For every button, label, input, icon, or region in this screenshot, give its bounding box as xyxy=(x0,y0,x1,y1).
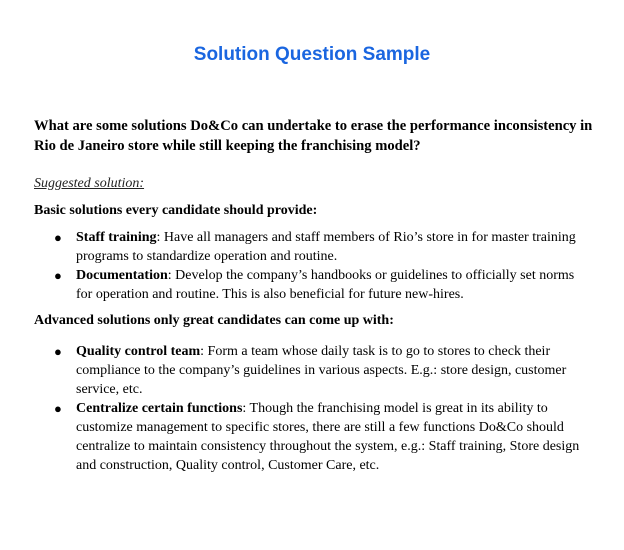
suggested-solution-label: Suggested solution: xyxy=(34,176,145,191)
list-item-centralize-functions xyxy=(34,399,594,475)
list-item-text: : Develop the company’s handbooks or guidelines to officially set norms for operation and routine. This is also beneficial for future new-hires. xyxy=(76,268,575,302)
bullet-icon: ● xyxy=(54,268,62,283)
document-body xyxy=(34,116,594,475)
list-item-name: Centralize certain functions xyxy=(76,401,243,416)
list-item-text: : Form a team whose daily task is to go to stores to check their compliance to the company’s guidelines in various aspects. E.g.: store design, customer service, etc. xyxy=(76,344,567,397)
list-item-name: Staff training xyxy=(76,230,157,245)
basic-solutions-list xyxy=(34,228,594,304)
list-item-quality-control-team xyxy=(34,342,594,399)
bullet-icon: ● xyxy=(54,401,62,416)
list-item-text: : Though the franchising model is great in its ability to customize management to specific stores, there are still a few functions Do&Co should centralize to maintain consistency throughout the system, e.g.: Staff training, Store design and construction, Quality control, Customer Care, etc. xyxy=(76,401,580,473)
list-item-text: : Have all managers and staff members of Rio’s store in for master training programs to standardize operation and routine. xyxy=(76,230,576,264)
page-title: Solution Question Sample xyxy=(193,44,431,65)
list-item-staff-training xyxy=(34,228,594,266)
list-item-name: Documentation xyxy=(76,268,168,283)
bullet-icon: ● xyxy=(54,230,62,245)
advanced-solutions-heading: Advanced solutions only great candidates can come up with: xyxy=(34,313,394,328)
bullet-icon: ● xyxy=(54,344,62,359)
advanced-solutions-list xyxy=(34,342,594,475)
list-item-name: Quality control team xyxy=(76,344,201,359)
list-item-documentation xyxy=(34,266,594,304)
question-text: What are some solutions Do&Co can undertake to erase the performance inconsistency in Rio de Janeiro store while still keeping the franchising model? xyxy=(34,118,593,154)
basic-solutions-heading: Basic solutions every candidate should provide: xyxy=(34,203,318,218)
